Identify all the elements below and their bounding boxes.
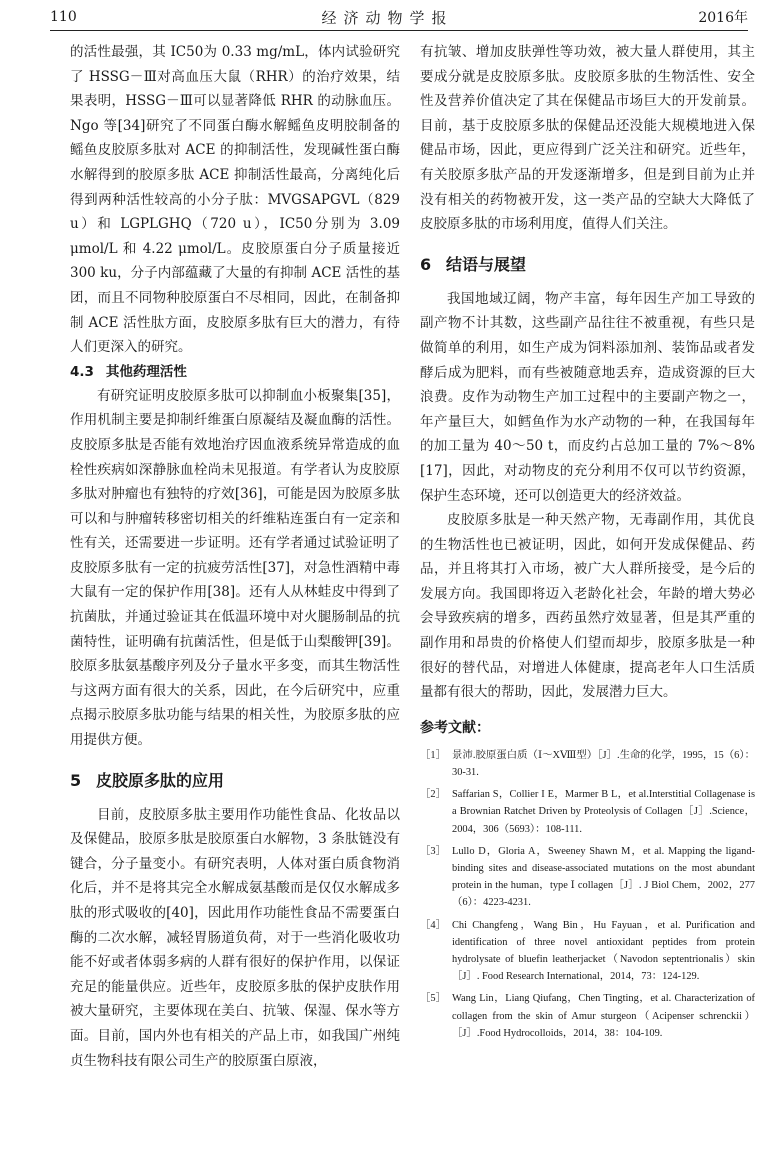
issue-year: 2016年 — [698, 10, 748, 26]
paragraph: 皮胶原多肽是一种天然产物，无毒副作用，其优良的生物活性也已被证明，因此，如何开发成保健品、药品，并且将其打入市场，被广大人群所接受，是今后的发展方向。我国即将迈入老龄化社会，年龄的增大势必会导致疾病的增多，西药虽然疗效显著，但是其严重的副作用和昂贵的价格使人们望而却步，胶原多肽是一种很好的替代品，对增进人体健康，提高老年人口生活质量都有很大的帮助，因此，发展潜力巨大。 — [420, 512, 755, 701]
reference-item — [420, 917, 755, 986]
paragraph: 目前，皮胶原多肽主要用作功能性食品、化妆品以及保健品，胶原多肽是胶原蛋白水解物，3 条肽链没有键合，分子量变小。有研究表明，人体对蛋白质食物消化后，并不是将其完全水解成氨基酸而是仅仅水解成多肽的形式吸收的[40]，因此用作功能性食品不需要蛋白酶的二次水解，减轻胃肠道负荷，对于一些消化吸收功能不好或者体弱多病的人群有很好的保护作用，以保证充足的能量供应。近些年，皮胶原多肽的保护皮肤作用被大量研究，主要体现在美白、抗皱、保湿、保水等方面。目前，国内外也有相关的产品上市，如我国广州纯贞生物科技有限公司生产的胶原蛋白原液， — [70, 806, 400, 1069]
header-rule — [50, 30, 748, 31]
reference-text: Chi Changfeng，Wang Bin，Hu Fayuan，et al. Purification and identification of three novel antioxidant peptides from protein hydrolysate of bluefin leatherjacket（Navodon septentrionalis）skin［J］. Food Research International，2014，73：124-129. — [452, 919, 755, 983]
reference-number: ［5］ — [420, 993, 446, 1005]
reference-item — [420, 990, 755, 1042]
reference-item — [420, 843, 755, 912]
page-number: 110 — [50, 9, 77, 25]
reference-text: 景沛.胶原蛋白质（Ⅰ～XⅧ型）［J］.生命的化学，1995，15（6）：30-31. — [452, 749, 755, 779]
reference-list — [420, 747, 755, 1042]
paragraph: 有研究证明皮胶原多肽可以抑制血小板聚集[35]，作用机制主要是抑制纤维蛋白原凝结及凝血酶的活性。皮胶原多肽是否能有效地治疗因血液系统异常造成的血栓性疾病如深静脉血栓尚未见报道。有学者认为皮胶原多肽对肿瘤也有独特的疗效[36]，可能是因为胶原多肽可以和与肿瘤转移密切相关的纤维粘连蛋白有一定亲和性有关，还需要进一步证明。还有学者通过试验证明了皮胶原多肽有一定的抗疲劳活性[37]，对急性酒精中毒大鼠有一定的保护作用[38]。还有人从林蛙皮中得到了抗菌肽，并通过验证其在低温环境中对火腿肠制品的抗菌特性，证明确有抗菌活性，但是低于山梨酸钾[39]。胶原多肽氨基酸序列及分子量水平多变，而其生物活性与这两方面有很大的关系，因此，在今后研究中，应重点揭示胶原多肽功能与结果的相关性，为胶原多肽的应用提供方便。 — [70, 387, 400, 749]
section-title: 结语与展望 — [446, 254, 527, 274]
paragraph: 我国地域辽阔，物产丰富，每年因生产加工导致的副产物不计其数，这些副产品往往不被重视，有些只是做简单的利用，如生产成为饲料添加剂、装饰品或者发酵后成为肥料，而有些被随意地丢弃，造成资源的巨大浪费。皮作为动物生产加工过程中的主要副产物之一，年产量巨大，如鳕鱼作为水产动物的一种，在我国每年的加工量为 40～50 t，而皮约占总加工量的 7%～8%[17]，因此，对动物皮的充分利用不仅可以节约资源，保护生态环境，还可以创造更大的经济效益。 — [420, 290, 755, 504]
section-number: 5 — [70, 770, 82, 790]
subsection-heading-4-3 — [70, 360, 400, 384]
paragraph: 的活性最强，其 IC50为 0.33 mg/mL，体内试验研究了 HSSG－Ⅲ对高血压大鼠（RHR）的治疗效果，结果表明，HSSG－Ⅲ可以显著降低 RHR 的动脉血压。Ngo 等[34]研究了不同蛋白酶水解鳐鱼皮明胶制备的鳐鱼皮胶原多肽对 ACE 的抑制活性，发现碱性蛋白酶水解得到的胶原多肽 ACE 抑制活性最高，分离纯化后得到两种活性较高的小分子肽：MVGSAPGVL（829 u）和 LGPLGHQ（720 u），IC50分别为 3.09 μmol/L 和 4.22 μmol/L。皮胶原蛋白分子质量接近 300 ku，分子内部蕴藏了大量的有抑制 ACE 活性的基团，而且不同物种胶原蛋白不尽相同，因此，在制备抑制 ACE 活性肽方面，皮胶原多肽有巨大的潜力，有待人们更深入的研究。 — [70, 44, 400, 356]
journal-title: 经济动物学报 — [321, 8, 454, 27]
reference-text: Lullo D，Gloria A，Sweeney Shawn M，et al. Mapping the ligand-binding sites and disease-associated mutations on the most abundant protein in the human，type Ⅰ collagen［J］. J Biol Chem，2002，277（6）：4223-4231. — [452, 845, 755, 909]
section-heading-6 — [420, 253, 755, 277]
reference-number: ［4］ — [420, 919, 446, 931]
reference-text: Saffarian S，Collier I E，Marmer B L，et al.Interstitial Collagenase is a Brownian Ratchet Driven by Proteolysis of Collagen［J］.Science，2004，306（5693）：108-111. — [452, 789, 755, 835]
reference-item — [420, 747, 755, 781]
reference-item — [420, 786, 755, 838]
subsection-number: 4.3 — [70, 363, 94, 380]
section-title: 皮胶原多肽的应用 — [96, 770, 225, 790]
reference-number: ［3］ — [420, 845, 446, 857]
right-column — [420, 40, 755, 1132]
left-column — [70, 40, 400, 1132]
section-heading-5 — [70, 769, 400, 793]
subsection-title: 其他药理活性 — [105, 363, 187, 380]
section-number: 6 — [420, 254, 432, 274]
page-header — [50, 6, 748, 28]
reference-number: ［2］ — [420, 789, 446, 801]
references-heading: 参考文献： — [420, 719, 490, 736]
reference-number: ［1］ — [420, 749, 446, 761]
reference-text: Wang Lin，Liang Qiufang，Chen Tingting，et al. Characterization of collagen from the skin of Amur sturgeon（Acipenser schrenckii）［J］.Food Hydrocolloids，2014，38：104-109. — [452, 993, 755, 1039]
paragraph: 有抗皱、增加皮肤弹性等功效，被大量人群使用，其主要成分就是皮胶原多肽。皮胶原多肽的生物活性、安全性及营养价值决定了其在保健品市场巨大的开发前景。目前，基于皮胶原多肽的保健品还没能大规模地进入保健品市场，因此，更应得到广泛关注和研究。近些年，有关胶原多肽产品的开发逐渐增多，但是到目前为止并没有相关的药物被开发，这一类产品的空缺大大降低了皮胶原多肽的市场利用度，值得人们关注。 — [420, 44, 755, 233]
